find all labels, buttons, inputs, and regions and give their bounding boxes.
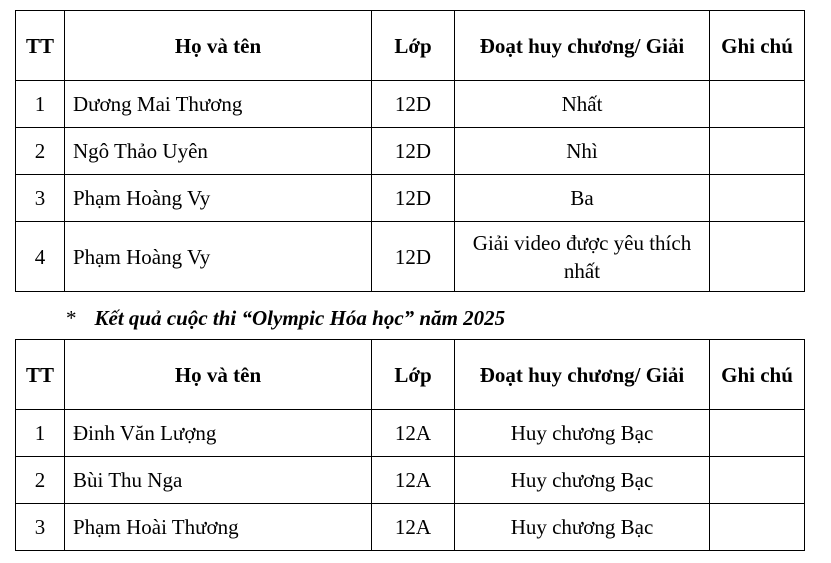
cell-tt: 3 [16,504,65,551]
table-row [16,128,805,175]
table-row [16,81,805,128]
cell-tt: 1 [16,81,65,128]
bullet-marker: * [66,306,77,330]
cell-note [710,410,805,457]
cell-award: Ba [455,175,710,222]
header-award: Đoạt huy chương/ Giải [455,340,710,410]
header-class: Lớp [372,11,455,81]
header-award: Đoạt huy chương/ Giải [455,11,710,81]
section-caption [66,306,505,331]
header-name: Họ và tên [65,340,372,410]
table-row [16,410,805,457]
cell-name: Bùi Thu Nga [65,457,372,504]
cell-tt: 2 [16,128,65,175]
cell-award: Huy chương Bạc [455,504,710,551]
caption-text: Kết quả cuộc thi “Olympic Hóa học” năm 2025 [94,306,506,330]
cell-note [710,222,805,292]
cell-tt: 2 [16,457,65,504]
cell-name: Dương Mai Thương [65,81,372,128]
cell-award: Nhì [455,128,710,175]
cell-award: Huy chương Bạc [455,457,710,504]
cell-note [710,128,805,175]
header-name: Họ và tên [65,11,372,81]
cell-name: Phạm Hoàng Vy [65,222,372,292]
cell-note [710,175,805,222]
cell-tt: 3 [16,175,65,222]
results-table-2 [15,339,805,551]
cell-class: 12D [372,81,455,128]
table-row [16,504,805,551]
header-note: Ghi chú [710,11,805,81]
cell-note [710,457,805,504]
cell-class: 12A [372,504,455,551]
cell-name: Đinh Văn Lượng [65,410,372,457]
header-row [16,11,805,81]
cell-class: 12A [372,410,455,457]
table-row [16,222,805,292]
header-tt: TT [16,11,65,81]
cell-class: 12A [372,457,455,504]
cell-name: Phạm Hoài Thương [65,504,372,551]
cell-name: Ngô Thảo Uyên [65,128,372,175]
cell-note [710,81,805,128]
cell-award: Huy chương Bạc [455,410,710,457]
cell-name: Phạm Hoàng Vy [65,175,372,222]
cell-class: 12D [372,175,455,222]
results-table-1 [15,10,805,292]
cell-note [710,504,805,551]
cell-award: Nhất [455,81,710,128]
cell-class: 12D [372,128,455,175]
table-row [16,457,805,504]
header-class: Lớp [372,340,455,410]
cell-tt: 4 [16,222,65,292]
table-row [16,175,805,222]
cell-tt: 1 [16,410,65,457]
header-row [16,340,805,410]
cell-award: Giải video được yêu thích nhất [455,222,710,292]
header-tt: TT [16,340,65,410]
cell-class: 12D [372,222,455,292]
header-note: Ghi chú [710,340,805,410]
